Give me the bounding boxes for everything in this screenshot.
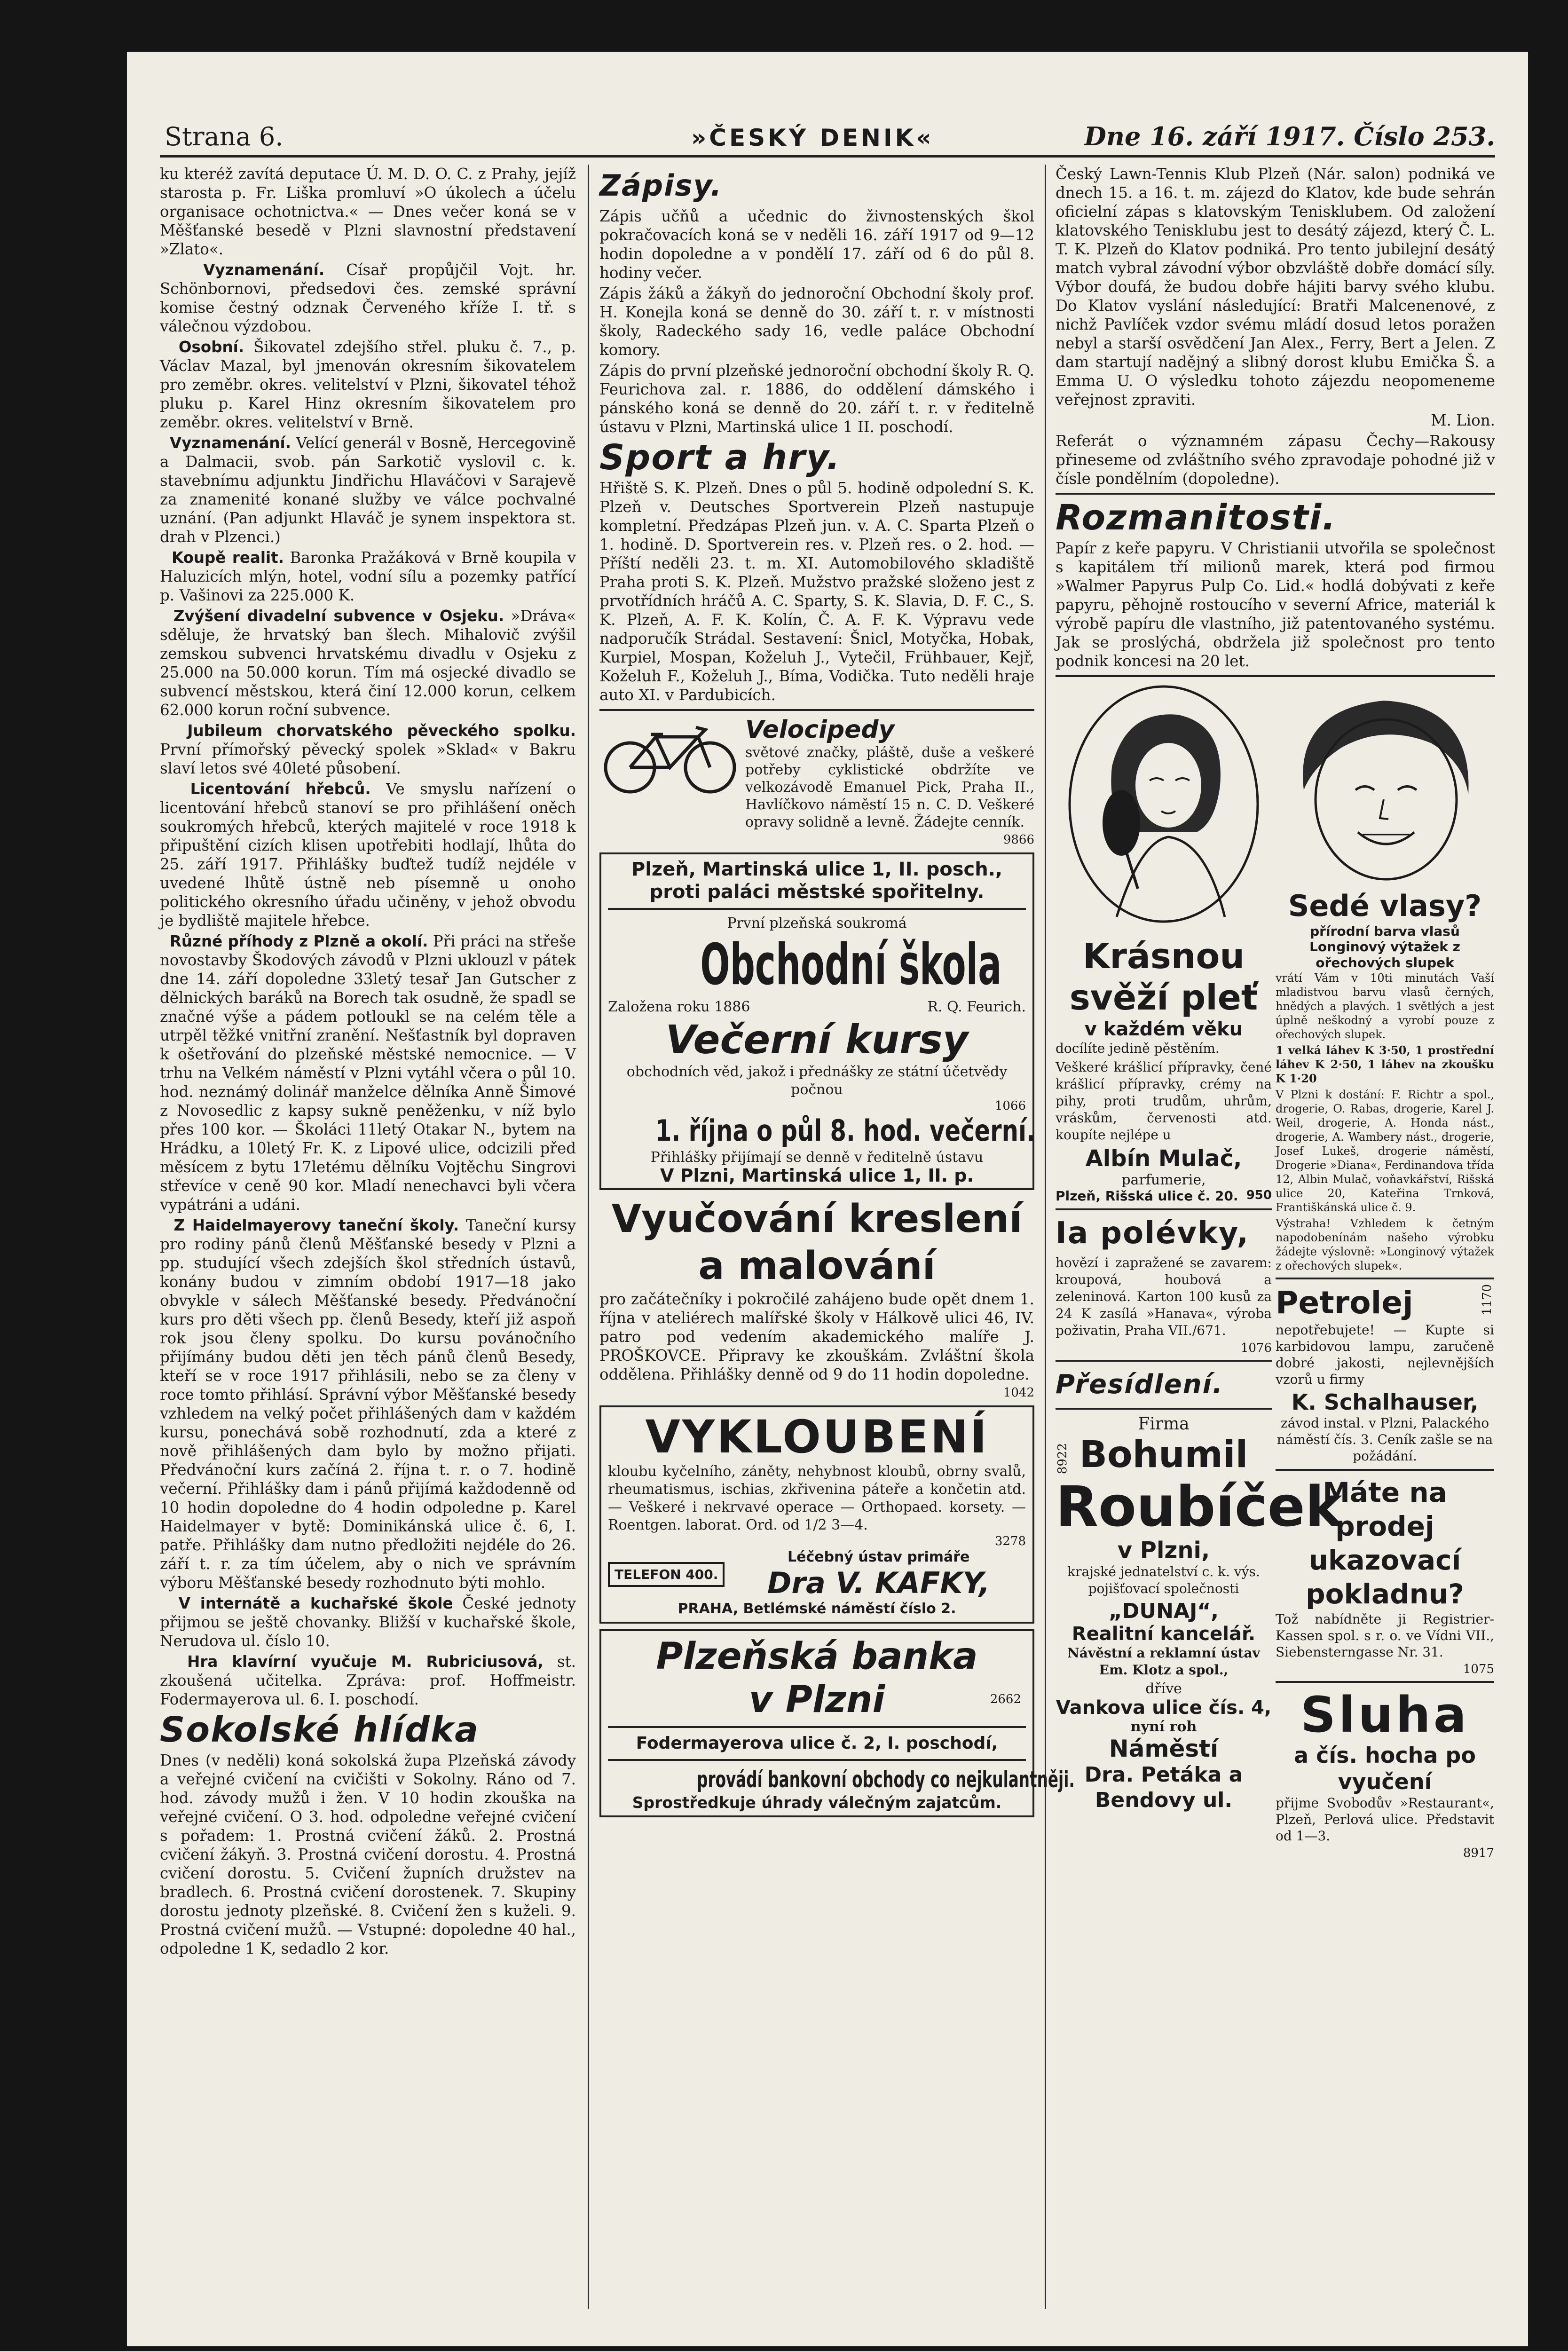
vykloubeni-address: PRAHA, Betlémské náměstí číslo 2. xyxy=(678,1601,956,1617)
divider xyxy=(1056,1208,1272,1210)
article-paragraph: Zápis žáků a žákyň do jednoroční Obchodní školy prof. H. Konejla koná se denně do 30. září t. r. v místnosti školy, Radeckého sady 16, vedle paláce Obchodní komory. xyxy=(599,284,1034,359)
divider xyxy=(1056,1408,1272,1410)
velo-title: Velocipedy xyxy=(745,716,895,744)
firma-kancelar: Realitní kancelář. xyxy=(1072,1623,1256,1645)
article-signature: M. Lion. xyxy=(1431,411,1495,429)
section-heading-rozmanitosti: Rozmanitosti. xyxy=(1056,497,1337,538)
firma-dunaj: „DUNAJ“, xyxy=(1108,1599,1219,1623)
page-header xyxy=(160,118,1495,158)
divider xyxy=(1276,1469,1494,1471)
article-paragraph: Zvýšení divadelní subvence v Osjeku. »Dráva« sděluje, že hrvatský ban šlech. Mihalovič zvýšil zemskou subvenci hrvatskému divadlu v Osjeku z 25.000 na 50.000 korun. Tím má osjecké divadlo se subvencí městskou, která činí 12.000 korun, celkem 62.000 korun roční subvence. xyxy=(160,607,576,719)
school-name: Obchodní škola xyxy=(700,932,1002,998)
plet-docil: docílíte jedině pěstěním. xyxy=(1056,1041,1220,1056)
newspaper-page xyxy=(127,52,1528,2346)
velo-text: světové značky, pláště, duše a veškeré potřeby cyklistické obdržíte ve velkozávodě Emanuel Pick, Praha II., Havlíčkovo náměstí 15 n. C. D. Veškeré opravy solidně a levně. Žádejte cenník. xyxy=(745,744,1034,830)
article-paragraph: Licentování hřebců. Ve smyslu nařízení o licentování hřebců stanoví se pro přihlášení oněch soukromých hřebců, kterých majitelé v roce 1918 k připuštění cizích klisen upotřebiti hodlají, lhůta do 25. září 1917. Přihlášky buďtež tudíž nejdéle v uvedené lhůtě ústně neb písemně u onoho politického okresního úřadu učiněny, v jehož obvodu je bydliště majitele hřebce. xyxy=(160,780,576,930)
kursy-info: Přihlášky přijímají se denně v ředitelně ústavu xyxy=(650,1149,984,1166)
petrolej-title: Petrolej xyxy=(1276,1285,1413,1321)
ad-vykloubeni xyxy=(599,1405,1034,1624)
banka-text: provádí bankovní obchody co nejkulantněji. xyxy=(697,1767,1075,1793)
ad-number: 3278 xyxy=(994,1534,1026,1548)
firma-petak: Dra. Petáka a Bendovy ul. xyxy=(1084,1763,1243,1812)
newspaper-title: »ČESKÝ DENIK« xyxy=(691,124,934,151)
sede-title: Sedé vlasy? xyxy=(1288,889,1482,923)
column-3 xyxy=(1056,165,1495,2327)
section-heading-sport: Sport a hry. xyxy=(599,437,841,478)
article-paragraph: Jubileum chorvatského pěveckého spolku. První přímořský pěvecký spolek »Sklad« v Bakru slaví letos své 40leté působení. xyxy=(160,722,576,777)
banka-text2: Sprostředkuje úhrady válečným zajatcům. xyxy=(632,1793,1002,1812)
article-paragraph: Různé příhody z Plzně a okolí. Při práci na střeše novostavby Škodových závodů v Plzni uklouzl v pátek dne 14. září dopoledne 33letý tesař Jan Gutscher z dělnických baráků na Borech tak osudně, že spadl se značné výše a pádem potloukl se na celém těle a utrpěl těžké vnitřní zranění. Nešťastník byl dopraven k ošetřování do plzeňské městské nemocnice. — V trhu na Velkém náměstí v Plzni vytáhl včera o půl 10. hod. neznámý dolinář manželce dělníka Anně Šimové z Novosedlic z kapsy sukně peněženku, v níž bylo přes 100 kor. — Školáci 11letý Otakar N., bytem na Hrádku, a 10letý Fr. K. z Lipové ulice, odcizili před měsícem z bytu 17letému dělníku Vojtěchu Singrovi střevíce v ceně 90 kor. Mladí nenechavci byli včera vypátráni a udáni. xyxy=(160,932,576,1214)
article-paragraph: Dnes (v neděli) koná sokolská župa Plzeňská závody a veřejné cvičení na cvičišti v Sokolny. Ráno od 7. hod. závody mužů i žen. V 10 hodin zkouška na veřejné cvičení. O 3. hod. odpoledne veřejné cvičení s pořadem: 1. Prostná cvičení žáků. 2. Prostná cvičení žákyň. 3. Prostná cvičení dorostu. 4. Prostná cvičení dorostu. 5. Cvičení župních družstev na bradlech. 6. Prostná cvičení dorostenek. 7. Skupiny dorostu jednoty plzeňské. 8. Cvičení žen s kuželi. 9. Prostná cvičení mužů. — Vstupné: dopoledne 40 hal., odpoledne 1 K, sedadlo 2 kor. xyxy=(160,1751,576,1957)
sede-sklad: V Plzni k dostání: F. Richtr a spol., drogerie, O. Rabas, drogerie, Karel J. Weil, drogerie, A. Honda nást., drogerie, A. Wambery nást., drogerie, Josef Lukeš, drogerie náměstí, Drogerie »Diana«, Ferdinandova třída 12, Albin Mulač, voňavkářství, Rišská ulice 20, Kateřina Trnková, Františkánská ulice č. 9. xyxy=(1276,1088,1494,1214)
ad-sede-vlasy xyxy=(1276,682,1494,1860)
kursy-text: obchodních věd, jakož i přednášky ze státní účetvědy počnou xyxy=(626,1064,1008,1098)
article-paragraph: Hřiště S. K. Plzeň. Dnes o půl 5. hodině odpolední S. K. Plzeň v. Deutsches Sportverein Plzeň nastupuje kompletní. Předzápas Plzeň jun. v. A. C. Sparta Plzeň o 1. hodině. D. Sportverein res. v. Plzeň res. o 2. hod. — Příští neděli 23. t. m. XI. Automobilového skladiště Praha proti S. K. Plzeň. Mužstvo pražské složeno jest z prvotřídních hráčů A. C. Sparty, S. K. Slavia, D. F. C., S. K. Plzeň, A. F. K. Kolín, Č. A. F. K. Výpravu vede nadporučík Strádal. Sestavení: Šnicl, Motyčka, Hobak, Kurpiel, Mospan, Koželuh J., Vytečil, Frühbauer, Kejř, Koželuh F., Koželuh J., Bíma, Vodička. Tuto neděli hraje auto XI. v Pardubicích. xyxy=(599,479,1034,704)
firma-label: Firma xyxy=(1138,1414,1190,1434)
divider xyxy=(608,1726,1026,1728)
sede-warning: Výstraha! Vzhledem k četným napodobenínám našeho výrobku žádejte výslovně: »Longinový výtažek z ořechových slupek«. xyxy=(1276,1217,1494,1272)
article-paragraph: Hra klavírní vyučuje M. Rubriciusová, st. zkoušená učitelka. Zpráva: prof. Hoffmeistr. Fodermayerova ul. 6. I. poschodí. xyxy=(160,1653,576,1708)
ad-number: 1042 xyxy=(1003,1386,1034,1400)
column-1 xyxy=(160,165,576,2327)
article-paragraph: Zápis do první plzeňské jednoroční obchodní školy R. Q. Feurichova zal. r. 1886, do oddělení dámského i pánského koná se denně do 20. září t. r. v ředitelně ústavu v Plzni, Martinská ulice 1 II. poschodí. xyxy=(599,362,1034,436)
article-paragraph: Vyznamenání. Velící generál v Bosně, Hercegovině a Dalmacii, svob. pán Sarkotič vyslovil c. k. stavebnímu adjunktu Jindřichu Hlaváčovi v Sarajevě za znamenité konané služby ve válce pochvalné uznání. (Pan adjunkt Hlaváč je synem inspektora st. drah v Plzenci.) xyxy=(160,434,576,546)
petrolej-address: závod instal. v Plzni, Palackého náměstí čís. 3. Ceník zašle se na požádání. xyxy=(1276,1415,1493,1464)
school-owner: R. Q. Feurich. xyxy=(927,999,1026,1015)
divider xyxy=(1056,493,1495,495)
article-paragraph: Zápis učňů a učednic do živnostenských škol pokračovacích koná se v neděli 16. září 1917 od 9—12 hodin dopoledne a v pondělí 17. září od 6 do půl 8. hodiny večer. xyxy=(599,207,1034,282)
article-paragraph: V internátě a kuchařské škole České jednoty přijmou se ještě chovanky. Bližší v kuchařské škole, Nerudova ul. číslo 10. xyxy=(160,1594,576,1650)
article-paragraph: Z Haidelmayerovy taneční školy. Taneční kursy pro rodiny pánů členů Měšťanské besedy v Plzni a pp. studující všech zdejších škol středních ústavů, konány budou v zimním období 1917—18 jako obvykle v sálech Měšťanské besedy. Předvánoční kurs pro děti všech pp. členů Besedy, kteří již aspoň rok jsou členy spolku. Do kursu povánočního přijímány budou děti jen těch pánů členů Besedy, kteří se v roce 1917 přihlásili, nebo se za členy v roce tomto přihlásí. Správní výbor Měšťanské besedy vzhledem na velký počet přihlášených dam v každém kursu, ponechává sobě rozhodnutí, zda a které z nově přihlášených dam bylo by možno přijati. Předvánoční kurs začíná 2. října t. r. o 7. hodině večerní. Přihlášky dam i pánů přijímá každodenně od 10 hodin dopoledne do 4 hodin odpoledne p. Karel Haidelmayer v bytě: Dominikánská ulice č. 6, I. patře. Přihlášky dam nutno předložiti nejdéle do 26. září t. r. za tím účelem, aby o nich ve správním výboru Měšťanské besedy rozhodnuto býti mohlo. xyxy=(160,1216,576,1592)
banka-address: Fodermayerova ulice č. 2, I. poschodí, xyxy=(636,1734,998,1753)
ad-kresleni xyxy=(599,1196,1034,1400)
divider xyxy=(1056,1360,1272,1362)
section-heading-zapisy: Zápisy. xyxy=(599,168,723,203)
bicycle-icon xyxy=(599,716,741,796)
ad-velocipedy xyxy=(599,716,1034,847)
school-founded: Založena roku 1886 xyxy=(608,999,750,1015)
ad-number: 8922 xyxy=(1056,1443,1070,1475)
article-paragraph: Papír z keře papyru. V Christianii utvořila se společnost s kapitálem tří milionů marek, která pod firmou »Walmer Papyrus Pulp Co. Lid.« hodlá dobývati z keře papyru, pěhojně rostoucího v severní Africe, materiál k výrobě papíru dle vlastního, již patentovaného systému. Jak se proslýchá, obdržela již společnost pro tento podnik koncesi na 20 let. xyxy=(1056,539,1495,670)
kursy-title: Večerní kursy xyxy=(665,1017,969,1063)
ad-number: 9866 xyxy=(1003,833,1034,847)
vykloubeni-doctor: Dra V. KAFKY, xyxy=(767,1566,990,1600)
telephone-box: TELEFON 400. xyxy=(608,1562,725,1587)
article-paragraph: Český Lawn-Tennis Klub Plzeň (Nár. salon) podniká ve dnech 15. a 16. t. m. zájezd do Klatov, kde bude sehrán oficielní zápas s klatovským Tenisklubem. Od založení klatovského Tenisklubu jest to desátý zájezd, který Č. L. T. K. Plzeň do Klatov podniká. Pro tento jubilejní desátý match vybral závodní výbor obzvláště dobře domácí síly. Výbor doufá, že budou dobře hájiti barvy svého klubu. Do Klatov vyslání následující: Bratři Malcenenové, z nichž Pavlíček vzdor svému mládí dosud letos poražen nebyl a starší osvědčení Jan Alex., Ferry, Bert a Jelen. Z dam startují nadějný a slibný dorost klubu Emička Š. a Emma U. O výsledku tohoto zájezdu neopomeneme veřejnost zpraviti. xyxy=(1056,165,1495,409)
sede-sub2: Longinový výtažek z ořechových slupek xyxy=(1309,939,1460,970)
article-paragraph: Koupě realit. Baronka Pražáková v Brně koupila v Haluzicích mlýn, hotel, vodní sílu a pozemky patřící p. Vašinovi za 225.000 K. xyxy=(160,549,576,604)
vykloubeni-text: kloubu kyčelního, záněty, nehybnost kloubů, obrny svalů, rheumatismus, ischias, zkřivenina páteře a končetin atd. — Veškeré i nekrvavé operace — Orthopaed. korsety. — Roentgen. laborat. Ord. od 1/2 3—4. xyxy=(608,1463,1026,1533)
plet-text: Veškeré krášlicí přípravky, čené krášlicí přípravky, crémy na pihy, proti trudům, uhrům, vráskům, červenosti atd. koupíte nejlépe u xyxy=(1056,1059,1272,1143)
firma-drive: dříve xyxy=(1145,1680,1182,1697)
ad-plzenska-banka xyxy=(599,1629,1075,1817)
issue-date: Dne 16. září 1917. Číslo 253. xyxy=(1084,121,1495,151)
firma-text: krajské jednatelství c. k. výs. pojišťovací společnosti xyxy=(1067,1564,1260,1596)
ad-number: 950 xyxy=(1246,1188,1272,1202)
ad-number: 1170 xyxy=(1480,1284,1494,1316)
kresleni-text: pro začátečníky i pokročilé zahájeno bude opět dnem 1. října v ateliérech malířské školy v Hálkově ulici 46, IV. patro pod vedením akademického malíře J. PROŠKOVCE. Připravy ke zkouškám. Zvláštní škola oddělena. Přihlášky denně od 9 do 11 hodin dopoledne. xyxy=(599,1290,1034,1383)
sede-sub1: přírodní barva vlasů xyxy=(1310,923,1460,939)
polevky-text: hovězí i zapražené se zavarem: kroupová, houbová a zeleninová. Karton 100 kusů za 24 K zasílá »Hanava«, výroba poživatin, Praha VII./671. xyxy=(1056,1255,1272,1338)
ad-number: 8917 xyxy=(1463,1846,1494,1860)
firma-surname: Roubíček xyxy=(1056,1474,1342,1539)
firma-namesti: Náměstí xyxy=(1109,1735,1219,1762)
ad-number: 1066 xyxy=(994,1099,1026,1113)
plet-firma: Albín Mulač, xyxy=(1085,1145,1242,1172)
plet-parfumerie: parfumerie, xyxy=(1121,1172,1206,1188)
firma-street: Vankova ulice čís. 4, xyxy=(1056,1697,1272,1719)
kursy-address: V Plzni, Martinská ulice 1, II. p. xyxy=(660,1165,974,1186)
ad-krasna-plet xyxy=(1056,682,1342,1860)
column-divider xyxy=(1045,165,1046,2309)
ad-obchodni-skola xyxy=(599,852,1034,1190)
sede-text: vrátí Vám v 10ti minutách Vaší mladistvou barvu vlasů černých, hnědých a plavých. 1 světlých a jest úplně neškodný a vyrobí pouze z ořechových slupek. xyxy=(1276,971,1494,1041)
article-paragraph: Vyznamenání. Císař propůjčil Vojt. hr. Schönbornovi, předsedovi čes. zemské správní komise čestný odznak Červeného kříže I. tř. s válečnou výzdobou. xyxy=(160,261,576,335)
school-address: Plzeň, Martinská ulice 1, II. posch., proti paláci městské spořitelny. xyxy=(631,859,1003,903)
kursy-date: 1. října o půl 8. hod. večerní. xyxy=(655,1113,1035,1148)
smiling-woman-illustration xyxy=(1276,682,1494,889)
sluha-title: Sluha xyxy=(1300,1686,1469,1744)
kresleni-title: Vyučování kreslení a malování xyxy=(611,1197,1023,1288)
vykloubeni-ustav: Léčebný ústav primáře xyxy=(787,1549,970,1565)
petrolej-text: nepotřebujete! — Kupte si karbidovou lampu, zaručeně dobré jakosti, nejlevnějších vzorů u firmy xyxy=(1276,1322,1494,1387)
section-heading-sokol: Sokolské hlídka xyxy=(160,1710,480,1750)
article-paragraph: Osobní. Šikovatel zdejšího střel. pluku č. 7., p. Václav Mazal, byl jmenován okresním šikovatelem pro zeměbr. okres. velitelství v Plzni, šikovatel téhož pluku p. Karel Hinz okresním šikovatelem pro zeměbr. okres. velitelství v Brně. xyxy=(160,338,576,431)
article-paragraph: Referát o významném zápasu Čechy—Rakousy přineseme od zvláštního svého zpravodaje pohodné již v čísle pondělním (dopoledne). xyxy=(1056,432,1495,488)
banka-city: v Plzni xyxy=(749,1679,885,1721)
divider xyxy=(1276,1681,1494,1683)
page-number: Strana 6. xyxy=(165,122,284,151)
divider xyxy=(1276,1278,1494,1279)
ad-number: 1075 xyxy=(1463,1662,1494,1676)
vykloubeni-title: VYKLOUBENÍ xyxy=(645,1411,989,1463)
ad-number: 2662 xyxy=(990,1692,1021,1706)
sluha-text: přijme Svobodův »Restaurant«, Plzeň, Perlová ulice. Představit od 1—3. xyxy=(1276,1795,1494,1844)
ad-number: 1076 xyxy=(1240,1341,1272,1355)
column-divider xyxy=(588,165,589,2309)
pokladna-title: Máte na prodej ukazovací pokladnu? xyxy=(1306,1476,1464,1610)
firma-name: Bohumil xyxy=(1079,1434,1248,1476)
petrolej-firma: K. Schalhauser, xyxy=(1291,1389,1479,1415)
woman-portrait-illustration xyxy=(1056,682,1272,936)
divider xyxy=(1056,675,1495,677)
divider xyxy=(608,1759,1026,1761)
pokladna-text: Tož nabídněte ji Registrier-Kassen spol. s r. o. ve Vídni VII., Siebensterngasse Nr. 31. xyxy=(1276,1611,1494,1660)
presidleni-title: Přesídlení. xyxy=(1056,1369,1224,1400)
sluha-subtitle: a čís. hocha po vyučení xyxy=(1294,1743,1476,1794)
divider xyxy=(599,709,1034,711)
firma-city: v Plzni, xyxy=(1117,1537,1210,1563)
school-first: První plzeňská soukromá xyxy=(727,915,907,931)
firma-roh: nyní roh xyxy=(1130,1719,1197,1735)
polevky-title: Ia polévky, xyxy=(1056,1216,1249,1251)
firma-sklad: Návěstní a reklamní ústav Em. Klotz a spol., xyxy=(1067,1645,1260,1678)
article-paragraph: ku kteréž zavítá deputace Ú. M. D. O. C. z Prahy, jejíž starosta p. Fr. Liška promluví »O úkolech a účelu organisace ochotnictva.« — Dnes večer koná se v Měšťanské besedě v Plzni slavnostní představení »Zlato«. xyxy=(160,165,576,258)
plet-subtitle: v každém věku xyxy=(1084,1018,1243,1040)
sede-prices: 1 velká láhev K 3·50, 1 prostřední láhev K 2·50, 1 láhev na zkoušku K 1·20 xyxy=(1276,1043,1494,1085)
plet-title: Krásnou svěží pleť xyxy=(1069,936,1258,1018)
divider xyxy=(608,908,1026,910)
banka-title: Plzeňská banka xyxy=(656,1635,978,1678)
plet-address: Plzeň, Rišská ulice č. 20. xyxy=(1056,1188,1238,1204)
